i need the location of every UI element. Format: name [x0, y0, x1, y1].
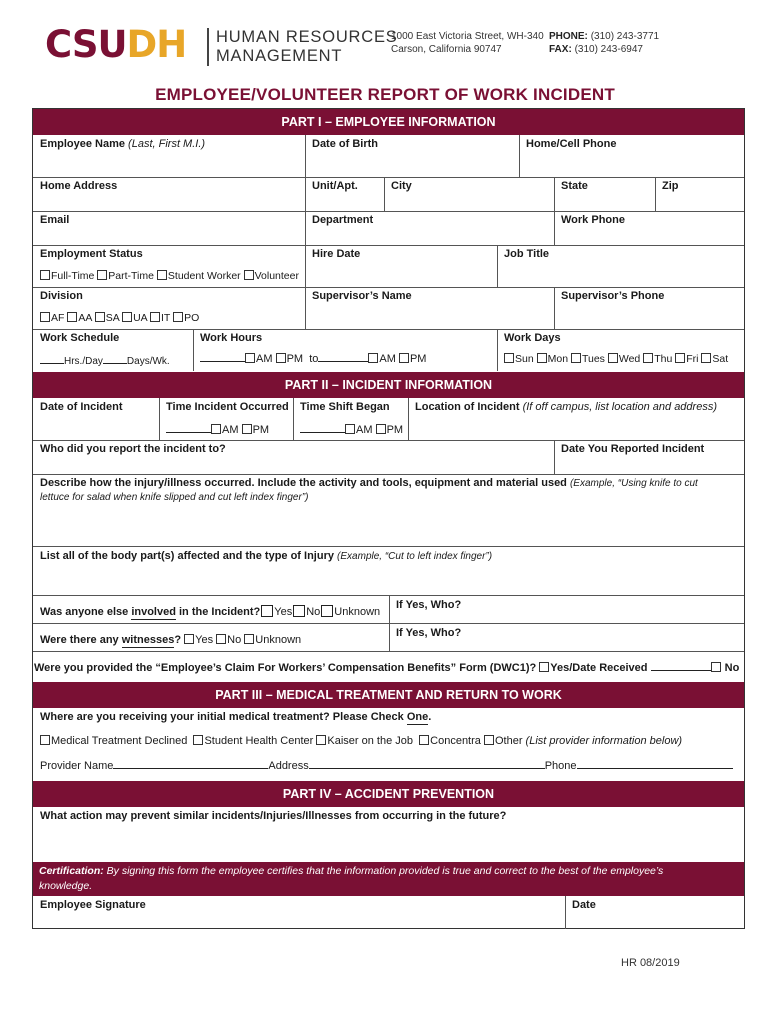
divider: [33, 651, 744, 652]
checkbox-icon[interactable]: [368, 353, 378, 363]
divider: [384, 177, 385, 211]
checkbox-icon[interactable]: [345, 424, 355, 434]
part1-heading: PART I – EMPLOYEE INFORMATION: [33, 109, 744, 135]
divider: [33, 245, 744, 246]
home-phone-label[interactable]: Home/Cell Phone: [526, 138, 617, 150]
treatment-options[interactable]: Medical Treatment Declined Student Health Center Kaiser on the Job Concentra Other (List provider information below): [40, 735, 682, 748]
divider: [554, 211, 555, 245]
checkbox-icon[interactable]: [293, 605, 305, 617]
divider: [33, 546, 744, 547]
witness-question[interactable]: Were there any witnesses? Yes No Unknown: [40, 634, 302, 646]
checkbox-icon[interactable]: [242, 424, 252, 434]
work-schedule-label: Work Schedule: [40, 332, 120, 344]
work-phone-label[interactable]: Work Phone: [561, 214, 625, 226]
involved-who-label[interactable]: If Yes, Who?: [396, 599, 462, 611]
dwc1-question[interactable]: Were you provided the “Employee’s Claim For Workers’ Compensation Benefits” Form (DWC1)? Yes/Date Received No: [34, 662, 740, 674]
form-version: HR 08/2019: [621, 957, 680, 969]
involved-question[interactable]: Was anyone else involved in the Incident? Yes No Unknown: [40, 606, 381, 618]
date-of-birth-label[interactable]: Date of Birth: [312, 138, 378, 150]
divider: [305, 211, 306, 245]
divider: [497, 329, 498, 371]
address-line-1: 1000 East Victoria Street, WH-340: [391, 31, 544, 42]
treatment-question: Where are you receiving your initial medical treatment? Please Check One.: [40, 711, 432, 723]
divider: [554, 287, 555, 329]
divider: [33, 211, 744, 212]
date-label[interactable]: Date: [572, 899, 596, 911]
logo-divider: [207, 28, 209, 66]
work-days-options[interactable]: Sun Mon Tues Wed Thu Fri Sat: [504, 353, 728, 366]
checkbox-icon[interactable]: [193, 735, 203, 745]
checkbox-icon[interactable]: [150, 312, 160, 322]
home-address-label[interactable]: Home Address: [40, 180, 118, 192]
checkbox-icon[interactable]: [244, 270, 254, 280]
time-occurred-label: Time Incident Occurred: [166, 401, 289, 413]
certification-band: Certification: By signing this form the employee certifies that the information provided is true and correct to the best of the employee’s knowledge.: [33, 862, 744, 896]
date-reported-label[interactable]: Date You Reported Incident: [561, 443, 705, 455]
divider: [193, 329, 194, 371]
prevention-question[interactable]: What action may prevent similar incidents/Injuries/Illnesses from occurring in the future?: [40, 810, 507, 822]
state-label[interactable]: State: [561, 180, 588, 192]
supervisor-phone-label[interactable]: Supervisor’s Phone: [561, 290, 665, 302]
divider: [33, 440, 744, 441]
time-shift-field[interactable]: AM PM: [300, 424, 403, 437]
supervisor-name-label[interactable]: Supervisor’s Name: [312, 290, 412, 302]
work-days-label: Work Days: [504, 332, 561, 344]
hire-date-label[interactable]: Hire Date: [312, 248, 361, 260]
checkbox-icon[interactable]: [504, 353, 514, 363]
checkbox-icon[interactable]: [675, 353, 685, 363]
divider: [159, 398, 160, 440]
divider: [33, 329, 744, 330]
checkbox-icon[interactable]: [276, 353, 286, 363]
checkbox-icon[interactable]: [608, 353, 618, 363]
describe-label[interactable]: Describe how the injury/illness occurred. Include the activity and tools, equipment and material used (Example, “Using knife to cut: [40, 477, 698, 489]
part4-heading: PART IV – ACCIDENT PREVENTION: [33, 781, 744, 807]
checkbox-icon[interactable]: [701, 353, 711, 363]
checkbox-icon[interactable]: [97, 270, 107, 280]
checkbox-icon[interactable]: [643, 353, 653, 363]
checkbox-icon[interactable]: [376, 424, 386, 434]
date-of-incident-label[interactable]: Date of Incident: [40, 401, 123, 413]
division-label: Division: [40, 290, 83, 302]
checkbox-icon[interactable]: [211, 424, 221, 434]
employment-status-options[interactable]: Full-Time Part-Time Student Worker Volunteer: [40, 270, 299, 283]
checkbox-icon[interactable]: [399, 353, 409, 363]
divider: [305, 287, 306, 329]
work-hours-field[interactable]: AM PM to AM PM: [200, 353, 426, 366]
checkbox-icon[interactable]: [419, 735, 429, 745]
zip-label[interactable]: Zip: [662, 180, 679, 192]
job-title-label[interactable]: Job Title: [504, 248, 550, 260]
divider: [33, 177, 744, 178]
divider: [293, 398, 294, 440]
work-schedule-field[interactable]: Hrs./Day Days/Wk.: [40, 355, 170, 368]
time-occurred-field[interactable]: AM PM: [166, 424, 269, 437]
witness-who-label[interactable]: If Yes, Who?: [396, 627, 462, 639]
part3-heading: PART III – MEDICAL TREATMENT AND RETURN TO WORK: [33, 682, 744, 708]
part2-heading: PART II – INCIDENT INFORMATION: [33, 372, 744, 398]
divider: [33, 474, 744, 475]
provider-fields[interactable]: Provider Name Address Phone: [40, 760, 733, 773]
checkbox-icon[interactable]: [95, 312, 105, 322]
email-label[interactable]: Email: [40, 214, 70, 226]
checkbox-icon[interactable]: [40, 270, 50, 280]
department-label[interactable]: Department: [312, 214, 374, 226]
divider: [408, 398, 409, 440]
reported-to-label[interactable]: Who did you report the incident to?: [40, 443, 226, 455]
checkbox-icon[interactable]: [537, 353, 547, 363]
divider: [305, 135, 306, 177]
divider: [655, 177, 656, 211]
fax-line: FAX: (310) 243-6947: [549, 44, 643, 55]
address-line-2: Carson, California 90747: [391, 44, 502, 55]
divider: [33, 287, 744, 288]
dept-line-1: HUMAN RESOURCES: [216, 28, 398, 46]
checkbox-icon[interactable]: [571, 353, 581, 363]
checkbox-icon[interactable]: [261, 605, 273, 617]
checkbox-icon[interactable]: [539, 662, 549, 672]
employee-name-label[interactable]: Employee Name (Last, First M.I.): [40, 138, 206, 150]
unit-label[interactable]: Unit/Apt.: [312, 180, 358, 192]
checkbox-icon[interactable]: [67, 312, 77, 322]
phone-line: PHONE: (310) 243-3771: [549, 31, 660, 42]
checkbox-icon[interactable]: [245, 353, 255, 363]
form-title: EMPLOYEE/VOLUNTEER REPORT OF WORK INCIDENT: [155, 85, 615, 104]
divider: [554, 177, 555, 211]
checkbox-icon[interactable]: [157, 270, 167, 280]
location-label[interactable]: Location of Incident (If off campus, list location and address): [415, 401, 717, 413]
checkbox-icon[interactable]: [184, 634, 194, 644]
work-hours-label: Work Hours: [200, 332, 263, 344]
divider: [389, 595, 390, 651]
body-parts-label[interactable]: List all of the body part(s) affected and the type of Injury (Example, “Cut to left index finger”): [40, 550, 493, 562]
employee-signature-label[interactable]: Employee Signature: [40, 899, 146, 911]
checkbox-icon[interactable]: [40, 735, 50, 745]
checkbox-icon[interactable]: [40, 312, 50, 322]
checkbox-icon[interactable]: [122, 312, 132, 322]
checkbox-icon[interactable]: [321, 605, 333, 617]
divider: [497, 245, 498, 287]
employment-status-label: Employment Status: [40, 248, 143, 260]
divider: [565, 896, 566, 929]
divider: [305, 177, 306, 211]
divider: [519, 135, 520, 177]
divider: [554, 440, 555, 474]
divider: [305, 245, 306, 287]
checkbox-icon[interactable]: [244, 634, 254, 644]
checkbox-icon[interactable]: [316, 735, 326, 745]
checkbox-icon[interactable]: [484, 735, 494, 745]
csudh-logo: CSUDH: [45, 23, 187, 66]
city-label[interactable]: City: [391, 180, 412, 192]
checkbox-icon[interactable]: [173, 312, 183, 322]
checkbox-icon[interactable]: [216, 634, 226, 644]
checkbox-icon[interactable]: [711, 662, 721, 672]
describe-hint-line2: lettuce for salad when knife slipped and cut left index finger”): [40, 492, 309, 503]
time-shift-label: Time Shift Began: [300, 401, 390, 413]
division-options[interactable]: AF AA SA UA IT PO: [40, 312, 199, 325]
dept-line-2: MANAGEMENT: [216, 47, 343, 65]
